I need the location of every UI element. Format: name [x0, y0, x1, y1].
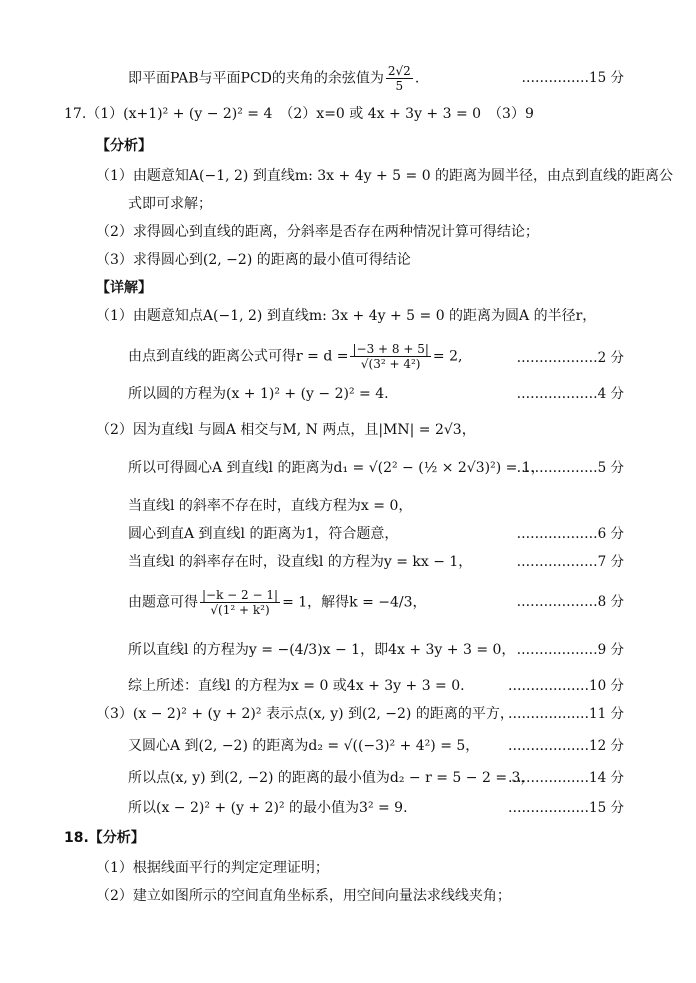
slope-fraction: [200, 588, 280, 617]
score-15b: ………………15 分: [508, 800, 624, 816]
q18-analysis-1: （1）根据线面平行的判定定理证明；: [96, 860, 329, 876]
detail-2-result: = 2,: [432, 348, 463, 365]
score-2: ………………2 分: [516, 350, 624, 366]
detail-9-text: 由题意可得: [128, 594, 198, 611]
detail-1: （1）由题意知点A(−1, 2) 到直线m: 3x + 4y + 5 = 0 的距离为圆A 的半径r，: [96, 308, 597, 324]
detail-11: 综上所述：直线l 的方程为x = 0 或4x + 3y + 3 = 0.: [128, 678, 465, 694]
detail-2: [128, 342, 462, 371]
detail-10: 所以直线l 的方程为y = −(4/3)x − 1，即4x + 3y + 3 = 0，: [128, 642, 516, 658]
fraction-denominator: √(1² + k²): [210, 603, 270, 617]
detail-2-text: 由点到直线的距离公式可得r = d =: [128, 348, 349, 365]
score-5: ………………5 分: [516, 460, 624, 476]
detail-13: 又圆心A 到(2, −2) 的距离为d₂ = √((−3)² + 4²) = 5，: [128, 738, 480, 754]
score-9: ………………9 分: [516, 642, 624, 658]
detail-9: [128, 588, 427, 617]
period: .: [414, 70, 420, 87]
score-15: ……………15 分: [521, 70, 624, 86]
analysis-1: （1）由题意知A(−1, 2) 到直线m: 3x + 4y + 5 = 0 的距离为圆半径，由点到直线的距离公: [96, 168, 674, 184]
analysis-1b: 式即可求解；: [128, 196, 212, 212]
distance-fraction: [350, 342, 430, 371]
score-8: ………………8 分: [516, 594, 624, 610]
detail-6: 当直线l 的斜率不存在时，直线方程为x = 0，: [128, 498, 413, 514]
cosine-fraction: [386, 64, 413, 93]
detail-5: 所以可得圆心A 到直线l 的距离为d₁ = √(2² − (½ × 2√3)²) = 1，: [128, 460, 545, 476]
score-4: ………………4 分: [516, 386, 624, 402]
detail-3: 所以圆的方程为(x + 1)² + (y − 2)² = 4.: [128, 386, 389, 402]
conclusion-line: [128, 64, 419, 93]
analysis-3: （3）求得圆心到(2, −2) 的距离的最小值可得结论: [96, 252, 411, 268]
detail-8: 当直线l 的斜率存在时，设直线l 的方程为y = kx − 1，: [128, 554, 473, 570]
detail-12: （3）(x − 2)² + (y + 2)² 表示点(x, y) 到(2, −2) 的距离的平方，: [96, 706, 514, 722]
detail-heading: 【详解】: [96, 280, 152, 296]
q18-analysis-heading: 18.【分析】: [64, 830, 145, 846]
score-7: ………………7 分: [516, 554, 624, 570]
fraction-numerator: |−3 + 8 + 5|: [352, 342, 429, 356]
detail-9-result: = 1，解得k = −4/3，: [282, 594, 427, 611]
score-6: ………………6 分: [516, 526, 624, 542]
score-11: ………………11 分: [508, 706, 624, 722]
detail-14: 所以点(x, y) 到(2, −2) 的距离的最小值为d₂ − r = 5 − 2 = 3，: [128, 770, 535, 786]
detail-4: （2）因为直线l 与圆A 相交与M, N 两点，且|MN| = 2√3，: [96, 422, 476, 438]
analysis-2: （2）求得圆心到直线的距离，分斜率是否存在两种情况计算可得结论；: [96, 224, 539, 240]
detail-15: 所以(x − 2)² + (y + 2)² 的最小值为3² = 9.: [128, 800, 408, 816]
fraction-denominator: √(3² + 4²): [360, 357, 421, 371]
conclusion-text: 即平面PAB与平面PCD的夹角的余弦值为: [128, 70, 384, 87]
fraction-numerator: |−k − 2 − 1|: [202, 588, 279, 602]
score-12: ………………12 分: [508, 738, 624, 754]
score-10: ………………10 分: [508, 678, 624, 694]
score-14: ………………14 分: [508, 770, 624, 786]
fraction-denominator: 5: [395, 79, 404, 93]
analysis-heading: 【分析】: [96, 138, 152, 154]
fraction-numerator: 2√2: [387, 64, 411, 78]
detail-7: 圆心到直A 到直线l 的距离为1，符合题意，: [128, 526, 399, 542]
q18-analysis-2: （2）建立如图所示的空间直角坐标系，用空间向量法求线线夹角；: [96, 888, 511, 904]
q17-answer-line: 17.（1）(x+1)² + (y − 2)² = 4 （2）x=0 或 4x + 3y + 3 = 0 （3）9: [64, 106, 534, 122]
